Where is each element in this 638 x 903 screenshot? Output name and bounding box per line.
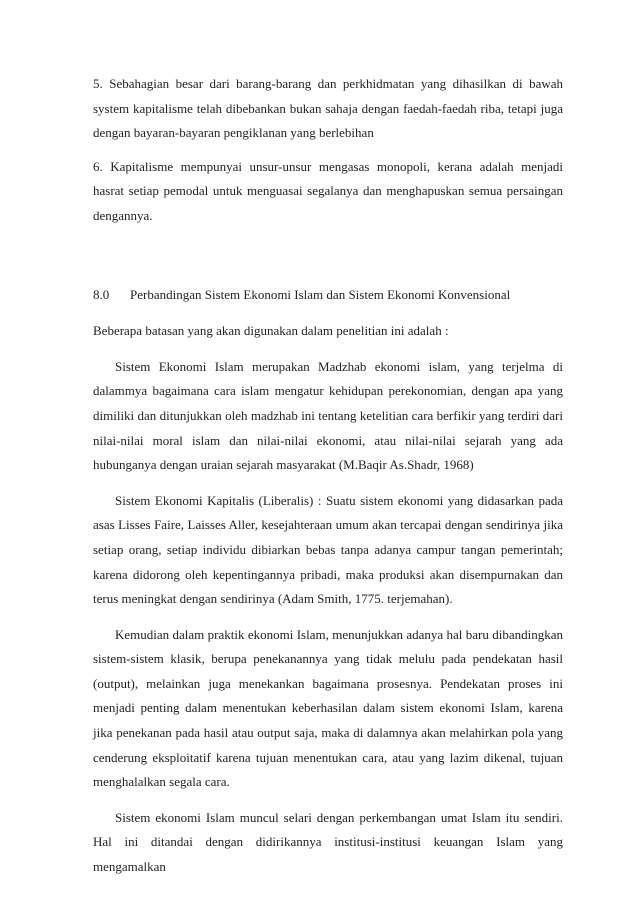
section-number: 8.0 <box>93 286 110 302</box>
list-item-5: 5. Sebahagian besar dari barang-barang dan perkhidmatan yang dihasilkan di bawah system kapitalisme telah dibebankan bukan sahaja dengan faedah-faedah riba, tetapi juga dengan bayaran-bayaran pengiklanan yang berlebihan <box>93 76 563 141</box>
intro-paragraph: Beberapa batasan yang akan digunakan dalam penelitian ini adalah : <box>93 323 449 339</box>
section-title: Perbandingan Sistem Ekonomi Islam dan Sistem Ekonomi Konvensional <box>130 286 511 302</box>
list-item-6: 6. Kapitalisme mempunyai unsur-unsur mengasas monopoli, kerana adalah menjadi hasrat setiap pemodal untuk menguasai segalanya dan menghapuskan semua persaingan dengannya. <box>93 158 563 223</box>
paragraph-capitalist-system: Sistem Ekonomi Kapitalis (Liberalis) : Suatu sistem ekonomi yang didasarkan pada asas Lisses Faire, Laisses Aller, kesejahteraan umum akan tercapai dengan sendirinya jika setiap orang, setiap individu dibiarkan bebas tanpa adanya campur tangan pemerintah; karena didorong oleh kepentingannya pribadi, maka produksi akan disempurnakan dan terus meningkat dengan sendirinya (Adam Smith, 1775. terjemahan). <box>93 492 563 607</box>
paragraph-islamic-practice: Kemudian dalam praktik ekonomi Islam, menunjukkan adanya hal baru dibandingkan sistem-sistem klasik, berupa penekanannya yang tidak melulu pada pendekatan hasil (output), melainkan juga menekankan bagaimana prosesnya. Pendekatan proses ini menjadi penting dalam menentukan keberhasilan dalam sistem ekonomi Islam, karena jika penekanan pada hasil atau output saja, maka di dalamnya akan melahirkan pola yang cenderung eksploitatif karena tujuan menentukan cara, atau yang lazim dikenal, tujuan menghalalkan segala cara. <box>93 626 563 790</box>
document-page <box>93 72 563 880</box>
paragraph-islamic-emergence: Sistem ekonomi Islam muncul selari dengan perkembangan umat Islam itu sendiri. Hal ini ditandai dengan didirikannya institusi-institusi keuangan Islam yang mengamalkan <box>93 809 563 875</box>
paragraph-islamic-system: Sistem Ekonomi Islam merupakan Madzhab ekonomi islam, yang terjelma di dalammya bagaimana cara islam mengatur kehidupan perekonomian, dengan apa yang dimiliki dan ditunjukkan oleh madzhab ini tentang ketelitian cara berfikir yang terdiri dari nilai-nilai moral islam dan nilai-nilai ekonomi, atau nilai-nilai sejarah yang ada hubunganya dengan uraian sejarah masyarakat (M.Baqir As.Shadr, 1968) <box>93 358 563 473</box>
section-heading <box>93 283 563 308</box>
